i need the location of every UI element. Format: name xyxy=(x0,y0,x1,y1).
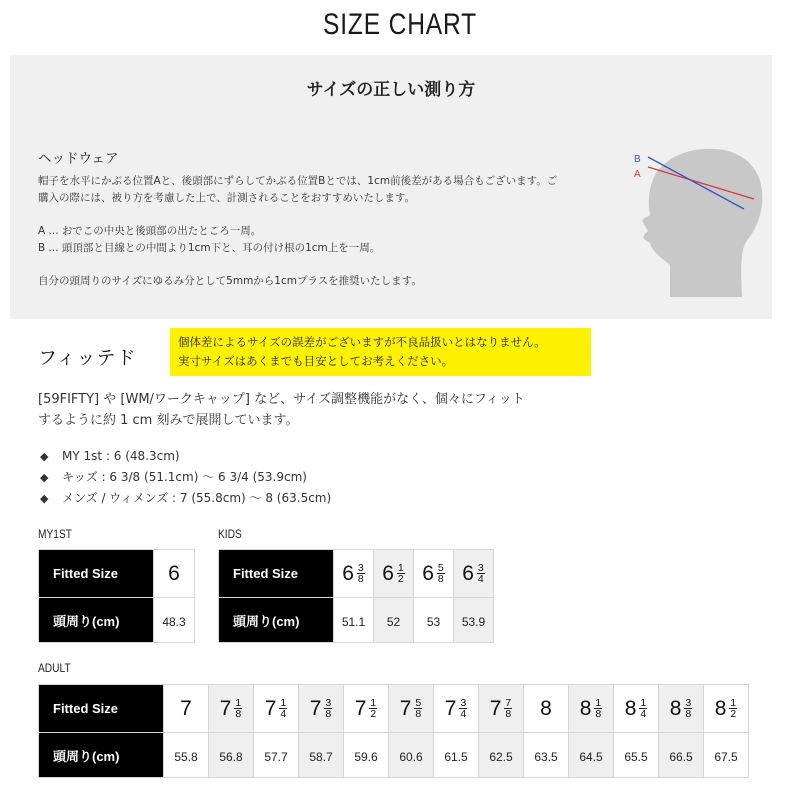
head-circumference-header: 頭周り(cm) xyxy=(39,598,154,643)
note-line1: 個体差によるサイズの誤差がございますが不良品扱いとはなりません。 xyxy=(178,335,546,349)
measure-line-c: 自分の頭周りのサイズにゆるみ分として5mmから1cmプラスを推奨いたします。 xyxy=(38,275,422,287)
list-item: ◆ MY 1st : 6 (48.3cm) xyxy=(40,446,331,467)
size-cell: 7 $\frac{5}{8}$ xyxy=(389,685,434,733)
measure-guide-panel xyxy=(10,55,772,319)
list-item: ◆ キッズ : 6 3/8 (51.1cm) ～ 6 3/4 (53.9cm) xyxy=(40,467,331,488)
page-title: SIZE CHART xyxy=(322,8,478,41)
circumference-cell: 55.8 xyxy=(164,733,209,778)
size-cell: 6 $\frac{3}{4}$ xyxy=(454,550,494,598)
desc-line1: [59FIFTY] や [WM/ワークキャップ] など、サイズ調整機能がなく、個々にフィット xyxy=(38,392,525,407)
kids-label: KIDS xyxy=(218,527,242,541)
size-cell: 6 $\frac{1}{2}$ xyxy=(374,550,414,598)
fitted-title: フィッテド xyxy=(38,347,137,369)
size-cell: 7 xyxy=(164,685,209,733)
circumference-cell: 53 xyxy=(414,598,454,643)
diamond-bullet-icon: ◆ xyxy=(40,492,49,505)
size-cell: 8 xyxy=(524,685,569,733)
diagram-label-b: B xyxy=(634,154,641,165)
measure-line-b: B ... 頭頂部と目線との中間より1cm下と、耳の付け根の1cm上を一周。 xyxy=(38,242,381,254)
adult-size-table xyxy=(38,684,749,778)
circumference-cell: 59.6 xyxy=(344,733,389,778)
circumference-cell: 66.5 xyxy=(659,733,704,778)
size-cell: 6 xyxy=(154,550,195,598)
head-diagram xyxy=(630,147,765,297)
size-range-list xyxy=(40,446,331,509)
size-cell: 6 $\frac{5}{8}$ xyxy=(414,550,454,598)
circumference-cell: 61.5 xyxy=(434,733,479,778)
size-cell: 8 $\frac{1}{4}$ xyxy=(614,685,659,733)
kids-size-table xyxy=(218,549,494,643)
size-cell: 7 $\frac{1}{2}$ xyxy=(344,685,389,733)
size-cell: 8 $\frac{3}{8}$ xyxy=(659,685,704,733)
circumference-cell: 58.7 xyxy=(299,733,344,778)
note-line2: 実寸サイズはあくまでも目安としてお考えください。 xyxy=(178,354,454,368)
measure-line-a: A ... おでこの中央と後頭部の出たところ一周。 xyxy=(38,225,262,237)
diagram-label-a: A xyxy=(634,169,641,180)
circumference-cell: 48.3 xyxy=(154,598,195,643)
circumference-cell: 52 xyxy=(374,598,414,643)
size-cell: 8 $\frac{1}{2}$ xyxy=(704,685,749,733)
circumference-cell: 51.1 xyxy=(334,598,374,643)
my1st-label: MY1ST xyxy=(38,527,73,541)
my1st-size-table xyxy=(38,549,195,643)
size-cell: 7 $\frac{7}{8}$ xyxy=(479,685,524,733)
head-circumference-header: 頭周り(cm) xyxy=(219,598,334,643)
headwear-title: ヘッドウェア xyxy=(38,151,119,167)
circumference-cell: 56.8 xyxy=(209,733,254,778)
measure-guide-heading: サイズの正しい測り方 xyxy=(306,80,476,100)
circumference-cell: 63.5 xyxy=(524,733,569,778)
desc-line2: するように約 1 cm 刻みで展開しています。 xyxy=(38,413,299,428)
list-item: ◆ メンズ / ウィメンズ : 7 (55.8cm) ～ 8 (63.5cm) xyxy=(40,488,331,509)
size-cell: 6 $\frac{3}{8}$ xyxy=(334,550,374,598)
fitted-size-header: Fitted Size xyxy=(39,685,164,733)
size-cell: 7 $\frac{1}{4}$ xyxy=(254,685,299,733)
size-cell: 7 $\frac{1}{8}$ xyxy=(209,685,254,733)
fitted-size-header: Fitted Size xyxy=(39,550,154,598)
head-circumference-header: 頭周り(cm) xyxy=(39,733,164,778)
circumference-cell: 64.5 xyxy=(569,733,614,778)
circumference-cell: 57.7 xyxy=(254,733,299,778)
fitted-size-header: Fitted Size xyxy=(219,550,334,598)
circumference-cell: 60.6 xyxy=(389,733,434,778)
size-cell: 7 $\frac{3}{4}$ xyxy=(434,685,479,733)
diamond-bullet-icon: ◆ xyxy=(40,450,49,463)
circumference-cell: 53.9 xyxy=(454,598,494,643)
disclaimer-note xyxy=(170,328,591,376)
circumference-cell: 67.5 xyxy=(704,733,749,778)
diamond-bullet-icon: ◆ xyxy=(40,471,49,484)
size-cell: 7 $\frac{3}{8}$ xyxy=(299,685,344,733)
measure-para-line1: 帽子を水平にかぶる位置Aと、後頭部にずらしてかぶる位置Bとでは、1cm前後差がある場合もございます。ご xyxy=(38,175,558,187)
adult-label: ADULT xyxy=(38,661,71,675)
measure-para-line2: 購入の際には、被り方を考慮した上で、計測されることをおすすめいたします。 xyxy=(38,192,416,204)
size-cell: 8 $\frac{1}{8}$ xyxy=(569,685,614,733)
circumference-cell: 65.5 xyxy=(614,733,659,778)
fitted-description xyxy=(38,389,598,431)
circumference-cell: 62.5 xyxy=(479,733,524,778)
